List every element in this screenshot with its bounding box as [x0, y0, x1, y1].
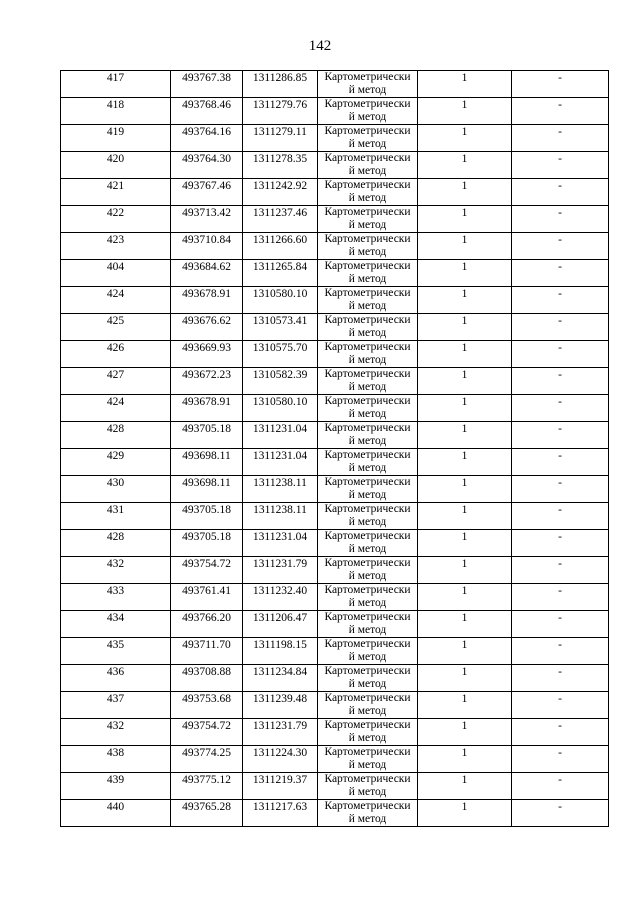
x-coordinate-cell: 493669.93: [171, 341, 243, 368]
description-cell: -: [512, 260, 609, 287]
point-number-cell: 430: [61, 476, 171, 503]
description-cell: -: [512, 98, 609, 125]
accuracy-cell: 1: [418, 71, 512, 98]
x-coordinate-cell: 493754.72: [171, 719, 243, 746]
method-line-1: Картометрически: [324, 233, 411, 245]
method-cell: [318, 287, 418, 314]
y-coordinate-cell: 1311206.47: [243, 611, 318, 638]
table-row: [61, 260, 609, 287]
x-coordinate-cell: 493708.88: [171, 665, 243, 692]
point-number-cell: 424: [61, 395, 171, 422]
description-cell: -: [512, 530, 609, 557]
y-coordinate-cell: 1311242.92: [243, 179, 318, 206]
description-cell: -: [512, 206, 609, 233]
y-coordinate-cell: 1311234.84: [243, 665, 318, 692]
description-cell: -: [512, 611, 609, 638]
y-coordinate-cell: 1311238.11: [243, 476, 318, 503]
method-line-1: Картометрически: [324, 260, 411, 272]
method-cell: [318, 179, 418, 206]
method-line-2: й метод: [348, 219, 387, 231]
accuracy-cell: 1: [418, 584, 512, 611]
table-row: [61, 422, 609, 449]
method-line-2: й метод: [348, 435, 387, 447]
description-cell: -: [512, 584, 609, 611]
x-coordinate-cell: 493761.41: [171, 584, 243, 611]
table-row: [61, 611, 609, 638]
accuracy-cell: 1: [418, 503, 512, 530]
method-line-2: й метод: [348, 462, 387, 474]
table-row: [61, 314, 609, 341]
point-number-cell: 439: [61, 773, 171, 800]
method-line-1: Картометрически: [324, 125, 411, 137]
y-coordinate-cell: 1311278.35: [243, 152, 318, 179]
method-cell: [318, 233, 418, 260]
method-line-2: й метод: [348, 354, 387, 366]
point-number-cell: 417: [61, 71, 171, 98]
x-coordinate-cell: 493775.12: [171, 773, 243, 800]
method-line-2: й метод: [348, 84, 387, 96]
accuracy-cell: 1: [418, 395, 512, 422]
point-number-cell: 438: [61, 746, 171, 773]
y-coordinate-cell: 1311231.04: [243, 449, 318, 476]
method-cell: [318, 152, 418, 179]
method-line-2: й метод: [348, 489, 387, 501]
table-row: [61, 395, 609, 422]
method-line-2: й метод: [348, 516, 387, 528]
point-number-cell: 432: [61, 719, 171, 746]
accuracy-cell: 1: [418, 125, 512, 152]
table-row: [61, 746, 609, 773]
table-row: [61, 206, 609, 233]
y-coordinate-cell: 1310580.10: [243, 395, 318, 422]
point-number-cell: 428: [61, 422, 171, 449]
accuracy-cell: 1: [418, 476, 512, 503]
method-line-1: Картометрически: [324, 98, 411, 110]
method-cell: [318, 773, 418, 800]
point-number-cell: 418: [61, 98, 171, 125]
accuracy-cell: 1: [418, 98, 512, 125]
accuracy-cell: 1: [418, 530, 512, 557]
x-coordinate-cell: 493705.18: [171, 422, 243, 449]
method-line-1: Картометрически: [324, 746, 411, 758]
method-line-1: Картометрически: [324, 611, 411, 623]
method-line-2: й метод: [348, 759, 387, 771]
accuracy-cell: 1: [418, 314, 512, 341]
point-number-cell: 429: [61, 449, 171, 476]
coordinates-table: [60, 70, 609, 827]
method-line-1: Картометрически: [324, 800, 411, 812]
table-row: [61, 152, 609, 179]
table-row: [61, 530, 609, 557]
table-row: [61, 665, 609, 692]
method-line-1: Картометрически: [324, 395, 411, 407]
table-row: [61, 233, 609, 260]
point-number-cell: 431: [61, 503, 171, 530]
method-cell: [318, 719, 418, 746]
method-line-2: й метод: [348, 624, 387, 636]
y-coordinate-cell: 1311219.37: [243, 773, 318, 800]
method-cell: [318, 368, 418, 395]
description-cell: -: [512, 692, 609, 719]
x-coordinate-cell: 493765.28: [171, 800, 243, 827]
method-cell: [318, 341, 418, 368]
y-coordinate-cell: 1311231.04: [243, 530, 318, 557]
method-line-1: Картометрически: [324, 530, 411, 542]
description-cell: -: [512, 557, 609, 584]
point-number-cell: 433: [61, 584, 171, 611]
method-line-1: Картометрически: [324, 71, 411, 83]
x-coordinate-cell: 493764.30: [171, 152, 243, 179]
x-coordinate-cell: 493705.18: [171, 503, 243, 530]
method-line-2: й метод: [348, 246, 387, 258]
method-line-2: й метод: [348, 138, 387, 150]
x-coordinate-cell: 493698.11: [171, 449, 243, 476]
table-row: [61, 179, 609, 206]
y-coordinate-cell: 1311279.11: [243, 125, 318, 152]
method-cell: [318, 125, 418, 152]
x-coordinate-cell: 493698.11: [171, 476, 243, 503]
y-coordinate-cell: 1311231.79: [243, 719, 318, 746]
method-line-1: Картометрически: [324, 368, 411, 380]
method-line-2: й метод: [348, 408, 387, 420]
method-line-1: Картометрически: [324, 638, 411, 650]
accuracy-cell: 1: [418, 233, 512, 260]
y-coordinate-cell: 1311217.63: [243, 800, 318, 827]
method-cell: [318, 260, 418, 287]
description-cell: -: [512, 341, 609, 368]
table-row: [61, 476, 609, 503]
method-line-2: й метод: [348, 678, 387, 690]
method-cell: [318, 71, 418, 98]
point-number-cell: 434: [61, 611, 171, 638]
description-cell: -: [512, 638, 609, 665]
table-row: [61, 98, 609, 125]
accuracy-cell: 1: [418, 800, 512, 827]
method-cell: [318, 611, 418, 638]
y-coordinate-cell: 1311239.48: [243, 692, 318, 719]
method-line-1: Картометрически: [324, 449, 411, 461]
accuracy-cell: 1: [418, 179, 512, 206]
x-coordinate-cell: 493676.62: [171, 314, 243, 341]
method-line-2: й метод: [348, 651, 387, 663]
description-cell: -: [512, 665, 609, 692]
accuracy-cell: 1: [418, 638, 512, 665]
accuracy-cell: 1: [418, 422, 512, 449]
description-cell: -: [512, 233, 609, 260]
point-number-cell: 436: [61, 665, 171, 692]
y-coordinate-cell: 1311198.15: [243, 638, 318, 665]
table-row: [61, 800, 609, 827]
table-row: [61, 368, 609, 395]
method-line-2: й метод: [348, 813, 387, 825]
x-coordinate-cell: 493678.91: [171, 287, 243, 314]
description-cell: -: [512, 368, 609, 395]
description-cell: -: [512, 422, 609, 449]
y-coordinate-cell: 1310575.70: [243, 341, 318, 368]
accuracy-cell: 1: [418, 152, 512, 179]
point-number-cell: 419: [61, 125, 171, 152]
table-row: [61, 773, 609, 800]
accuracy-cell: 1: [418, 449, 512, 476]
table-row: [61, 449, 609, 476]
method-line-2: й метод: [348, 570, 387, 582]
method-line-1: Картометрически: [324, 476, 411, 488]
accuracy-cell: 1: [418, 341, 512, 368]
method-line-1: Картометрически: [324, 692, 411, 704]
y-coordinate-cell: 1311266.60: [243, 233, 318, 260]
method-line-1: Картометрически: [324, 557, 411, 569]
x-coordinate-cell: 493713.42: [171, 206, 243, 233]
method-line-2: й метод: [348, 786, 387, 798]
description-cell: -: [512, 503, 609, 530]
accuracy-cell: 1: [418, 746, 512, 773]
method-cell: [318, 692, 418, 719]
description-cell: -: [512, 287, 609, 314]
method-line-2: й метод: [348, 327, 387, 339]
description-cell: -: [512, 449, 609, 476]
point-number-cell: 423: [61, 233, 171, 260]
method-line-2: й метод: [348, 111, 387, 123]
point-number-cell: 437: [61, 692, 171, 719]
method-line-1: Картометрически: [324, 422, 411, 434]
accuracy-cell: 1: [418, 719, 512, 746]
x-coordinate-cell: 493678.91: [171, 395, 243, 422]
accuracy-cell: 1: [418, 368, 512, 395]
table-row: [61, 557, 609, 584]
table-row: [61, 341, 609, 368]
accuracy-cell: 1: [418, 287, 512, 314]
accuracy-cell: 1: [418, 260, 512, 287]
description-cell: -: [512, 719, 609, 746]
x-coordinate-cell: 493672.23: [171, 368, 243, 395]
method-line-1: Картометрически: [324, 503, 411, 515]
method-line-2: й метод: [348, 705, 387, 717]
point-number-cell: 422: [61, 206, 171, 233]
y-coordinate-cell: 1311279.76: [243, 98, 318, 125]
method-cell: [318, 638, 418, 665]
x-coordinate-cell: 493766.20: [171, 611, 243, 638]
method-line-1: Картометрически: [324, 287, 411, 299]
method-line-1: Картометрически: [324, 206, 411, 218]
table-row: [61, 287, 609, 314]
point-number-cell: 424: [61, 287, 171, 314]
x-coordinate-cell: 493767.46: [171, 179, 243, 206]
method-cell: [318, 746, 418, 773]
accuracy-cell: 1: [418, 692, 512, 719]
method-line-2: й метод: [348, 165, 387, 177]
x-coordinate-cell: 493764.16: [171, 125, 243, 152]
x-coordinate-cell: 493753.68: [171, 692, 243, 719]
method-line-1: Картометрически: [324, 314, 411, 326]
point-number-cell: 428: [61, 530, 171, 557]
point-number-cell: 427: [61, 368, 171, 395]
method-line-2: й метод: [348, 192, 387, 204]
method-line-2: й метод: [348, 597, 387, 609]
table-row: [61, 638, 609, 665]
method-cell: [318, 530, 418, 557]
x-coordinate-cell: 493705.18: [171, 530, 243, 557]
method-line-1: Картометрически: [324, 665, 411, 677]
description-cell: -: [512, 152, 609, 179]
y-coordinate-cell: 1311231.04: [243, 422, 318, 449]
x-coordinate-cell: 493768.46: [171, 98, 243, 125]
method-line-2: й метод: [348, 543, 387, 555]
table-row: [61, 692, 609, 719]
x-coordinate-cell: 493684.62: [171, 260, 243, 287]
method-line-1: Картометрически: [324, 152, 411, 164]
accuracy-cell: 1: [418, 206, 512, 233]
x-coordinate-cell: 493767.38: [171, 71, 243, 98]
y-coordinate-cell: 1310573.41: [243, 314, 318, 341]
y-coordinate-cell: 1311238.11: [243, 503, 318, 530]
description-cell: -: [512, 125, 609, 152]
description-cell: -: [512, 476, 609, 503]
x-coordinate-cell: 493774.25: [171, 746, 243, 773]
table-row: [61, 503, 609, 530]
method-cell: [318, 557, 418, 584]
table-row: [61, 584, 609, 611]
x-coordinate-cell: 493754.72: [171, 557, 243, 584]
page-number: 142: [308, 38, 332, 54]
description-cell: -: [512, 395, 609, 422]
table-row: [61, 719, 609, 746]
method-cell: [318, 422, 418, 449]
y-coordinate-cell: 1311237.46: [243, 206, 318, 233]
point-number-cell: 404: [61, 260, 171, 287]
point-number-cell: 421: [61, 179, 171, 206]
y-coordinate-cell: 1311265.84: [243, 260, 318, 287]
method-cell: [318, 665, 418, 692]
description-cell: -: [512, 179, 609, 206]
y-coordinate-cell: 1310580.10: [243, 287, 318, 314]
point-number-cell: 432: [61, 557, 171, 584]
method-cell: [318, 395, 418, 422]
x-coordinate-cell: 493711.70: [171, 638, 243, 665]
method-cell: [318, 503, 418, 530]
accuracy-cell: 1: [418, 557, 512, 584]
description-cell: -: [512, 746, 609, 773]
y-coordinate-cell: 1310582.39: [243, 368, 318, 395]
description-cell: -: [512, 314, 609, 341]
method-cell: [318, 800, 418, 827]
method-line-1: Картометрически: [324, 584, 411, 596]
table-row: [61, 125, 609, 152]
point-number-cell: 435: [61, 638, 171, 665]
method-line-1: Картометрически: [324, 179, 411, 191]
table-row: [61, 71, 609, 98]
method-cell: [318, 206, 418, 233]
point-number-cell: 440: [61, 800, 171, 827]
method-line-2: й метод: [348, 732, 387, 744]
y-coordinate-cell: 1311286.85: [243, 71, 318, 98]
point-number-cell: 420: [61, 152, 171, 179]
point-number-cell: 425: [61, 314, 171, 341]
method-line-2: й метод: [348, 273, 387, 285]
y-coordinate-cell: 1311231.79: [243, 557, 318, 584]
method-line-1: Картометрически: [324, 719, 411, 731]
method-cell: [318, 476, 418, 503]
method-cell: [318, 449, 418, 476]
y-coordinate-cell: 1311224.30: [243, 746, 318, 773]
coordinates-table-body: [61, 71, 609, 827]
method-line-2: й метод: [348, 381, 387, 393]
description-cell: -: [512, 773, 609, 800]
method-cell: [318, 314, 418, 341]
point-number-cell: 426: [61, 341, 171, 368]
accuracy-cell: 1: [418, 611, 512, 638]
x-coordinate-cell: 493710.84: [171, 233, 243, 260]
method-cell: [318, 98, 418, 125]
description-cell: -: [512, 800, 609, 827]
method-line-1: Картометрически: [324, 341, 411, 353]
accuracy-cell: 1: [418, 773, 512, 800]
method-line-2: й метод: [348, 300, 387, 312]
method-line-1: Картометрически: [324, 773, 411, 785]
method-cell: [318, 584, 418, 611]
accuracy-cell: 1: [418, 665, 512, 692]
description-cell: -: [512, 71, 609, 98]
y-coordinate-cell: 1311232.40: [243, 584, 318, 611]
